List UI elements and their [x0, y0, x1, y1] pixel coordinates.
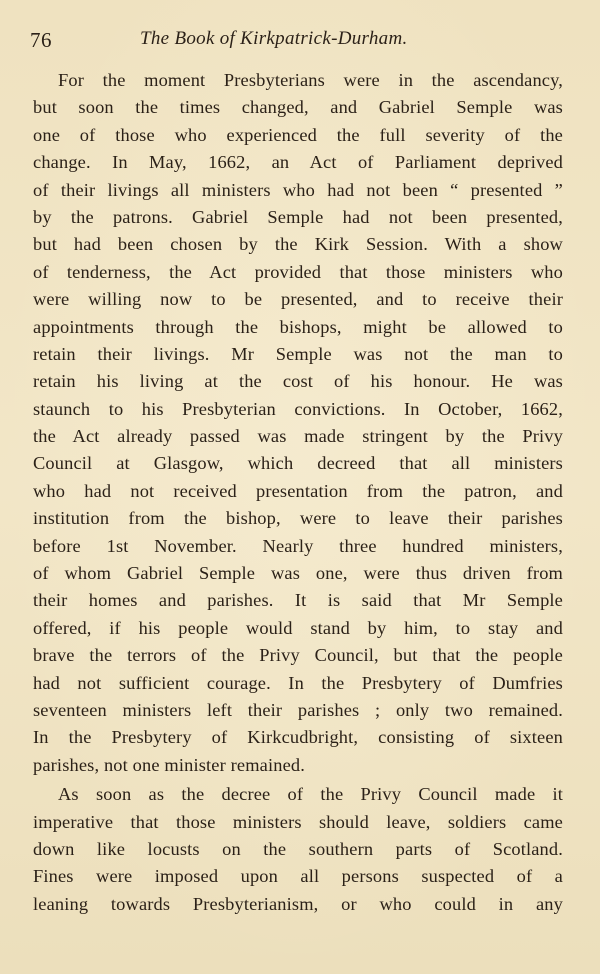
text-line: In the Presbytery of Kirkcudbright, consisting of sixteen — [33, 727, 563, 748]
text-line: As soon as the decree of the Privy Council made it — [58, 784, 563, 805]
text-line: imperative that those ministers should leave, soldiers came — [33, 811, 563, 832]
page-header — [30, 26, 570, 56]
text-line: retain their livings. Mr Semple was not the man to — [33, 343, 563, 364]
text-line: down like locusts on the southern parts of Scotland. — [33, 838, 563, 859]
text-line: one of those who experienced the full severity of the — [33, 124, 563, 145]
text-line: retain his living at the cost of his honour. He was — [33, 371, 563, 392]
text-line: Fines were imposed upon all persons suspected of a — [33, 866, 563, 887]
text-line: by the patrons. Gabriel Semple had not been presented, — [33, 206, 563, 227]
text-line: brave the terrors of the Privy Council, but that the people — [33, 645, 563, 666]
paragraph — [33, 67, 563, 779]
text-line: leaning towards Presbyterianism, or who could in any — [33, 893, 563, 914]
text-line: who had not received presentation from the patron, and — [33, 480, 563, 501]
text-line: seventeen ministers left their parishes ; only two remained. — [33, 699, 563, 720]
text-line: were willing now to be presented, and to receive their — [33, 289, 563, 310]
text-line: staunch to his Presbyterian convictions. In October, 1662, — [33, 398, 563, 419]
text-line: of their livings all ministers who had not been “ presented ” — [33, 179, 563, 200]
text-line: offered, if his people would stand by him, to stay and — [33, 617, 563, 638]
body-text — [33, 67, 563, 918]
page-number: 76 — [30, 28, 52, 52]
text-line: but had been chosen by the Kirk Session. With a show — [33, 234, 563, 255]
text-line: parishes, not one minister remained. — [33, 754, 305, 775]
text-line: Council at Glasgow, which decreed that all ministers — [33, 453, 563, 474]
text-line: before 1st November. Nearly three hundred ministers, — [33, 535, 563, 556]
text-line: the Act already passed was made stringent by the Privy — [33, 426, 563, 447]
text-line: For the moment Presbyterians were in the ascendancy, — [58, 70, 563, 90]
running-title: The Book of Kirkpatrick-Durham. — [140, 28, 408, 49]
text-line: their homes and parishes. It is said that Mr Semple — [33, 590, 563, 611]
text-line: institution from the bishop, were to leave their parishes — [33, 508, 563, 529]
text-line: of tenderness, the Act provided that those ministers who — [33, 261, 563, 282]
text-line: had not sufficient courage. In the Presbytery of Dumfries — [33, 672, 563, 693]
text-line: appointments through the bishops, might be allowed to — [33, 316, 563, 337]
text-line: of whom Gabriel Semple was one, were thus driven from — [33, 563, 563, 584]
paragraph — [33, 781, 563, 918]
text-line: but soon the times changed, and Gabriel Semple was — [33, 97, 563, 118]
text-line: change. In May, 1662, an Act of Parliament deprived — [33, 152, 563, 173]
